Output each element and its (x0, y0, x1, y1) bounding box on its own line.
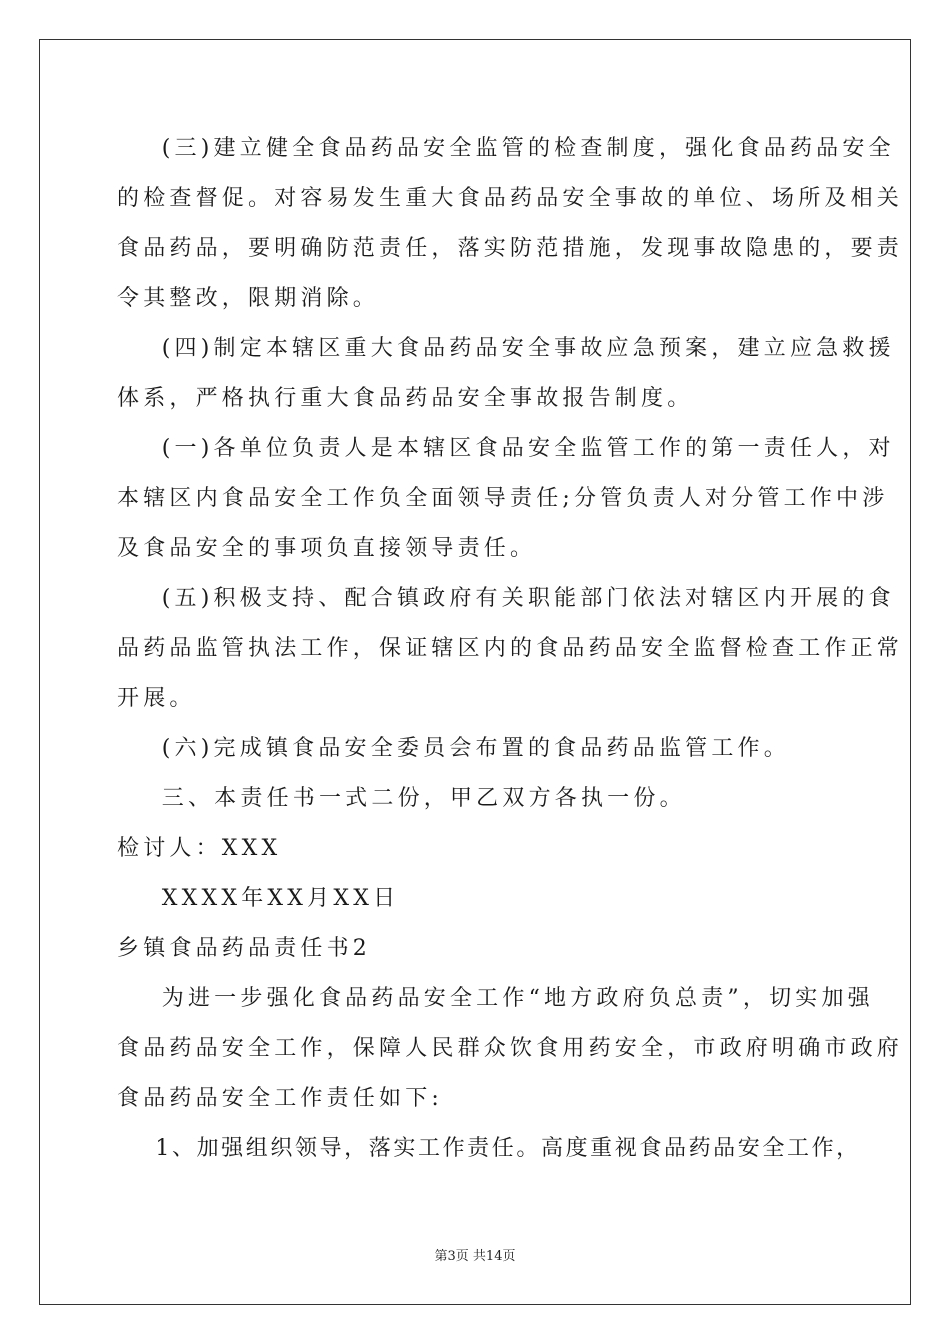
text-line: 的检查督促。对容易发生重大食品药品安全事故的单位、场所及相关 (117, 186, 904, 211)
text-line: (六)完成镇食品安全委员会布置的食品药品监管工作。 (117, 736, 790, 761)
text-line: 体系，严格执行重大食品药品安全事故报告制度。 (117, 386, 694, 411)
text-line: 开展。 (117, 686, 196, 711)
text-line: 1、加强组织领导，落实工作责任。高度重视食品药品安全工作， (117, 1136, 861, 1161)
text-line: 食品药品安全工作责任如下: (117, 1086, 444, 1111)
text-line: (五)积极支持、配合镇政府有关职能部门依法对辖区内开展的食 (117, 586, 895, 611)
text-line: 为进一步强化食品药品安全工作“地方政府负总责”，切实加强 (117, 986, 874, 1011)
document-body (117, 124, 904, 1174)
text-line: 三、本责任书一式二份，甲乙双方各执一份。 (117, 786, 686, 811)
text-line: 令其整改，限期消除。 (117, 286, 380, 311)
signer-line: 检讨人：XXX (117, 836, 282, 861)
text-line: 食品药品，要明确防范责任，落实防范措施，发现事故隐患的，要责 (117, 236, 904, 261)
text-line: 及食品安全的事项负直接领导责任。 (117, 536, 537, 561)
text-line: (三)建立健全食品药品安全监管的检查制度，强化食品药品安全 (117, 136, 895, 161)
date-line: XXXX年XX月XX日 (117, 886, 400, 911)
text-line: (四)制定本辖区重大食品药品安全事故应急预案，建立应急救援 (117, 336, 895, 361)
section-title: 乡镇食品药品责任书2 (117, 936, 371, 961)
text-line: 品药品监管执法工作，保证辖区内的食品药品安全监督检查工作正常 (117, 636, 904, 661)
page-number: 第3页 共14页 (434, 1249, 516, 1264)
text-line: 食品药品安全工作，保障人民群众饮食用药安全，市政府明确市政府 (117, 1036, 904, 1061)
text-line: (一)各单位负责人是本辖区食品安全监管工作的第一责任人，对 (117, 436, 895, 461)
text-line: 本辖区内食品安全工作负全面领导责任;分管负责人对分管工作中涉 (117, 486, 889, 511)
